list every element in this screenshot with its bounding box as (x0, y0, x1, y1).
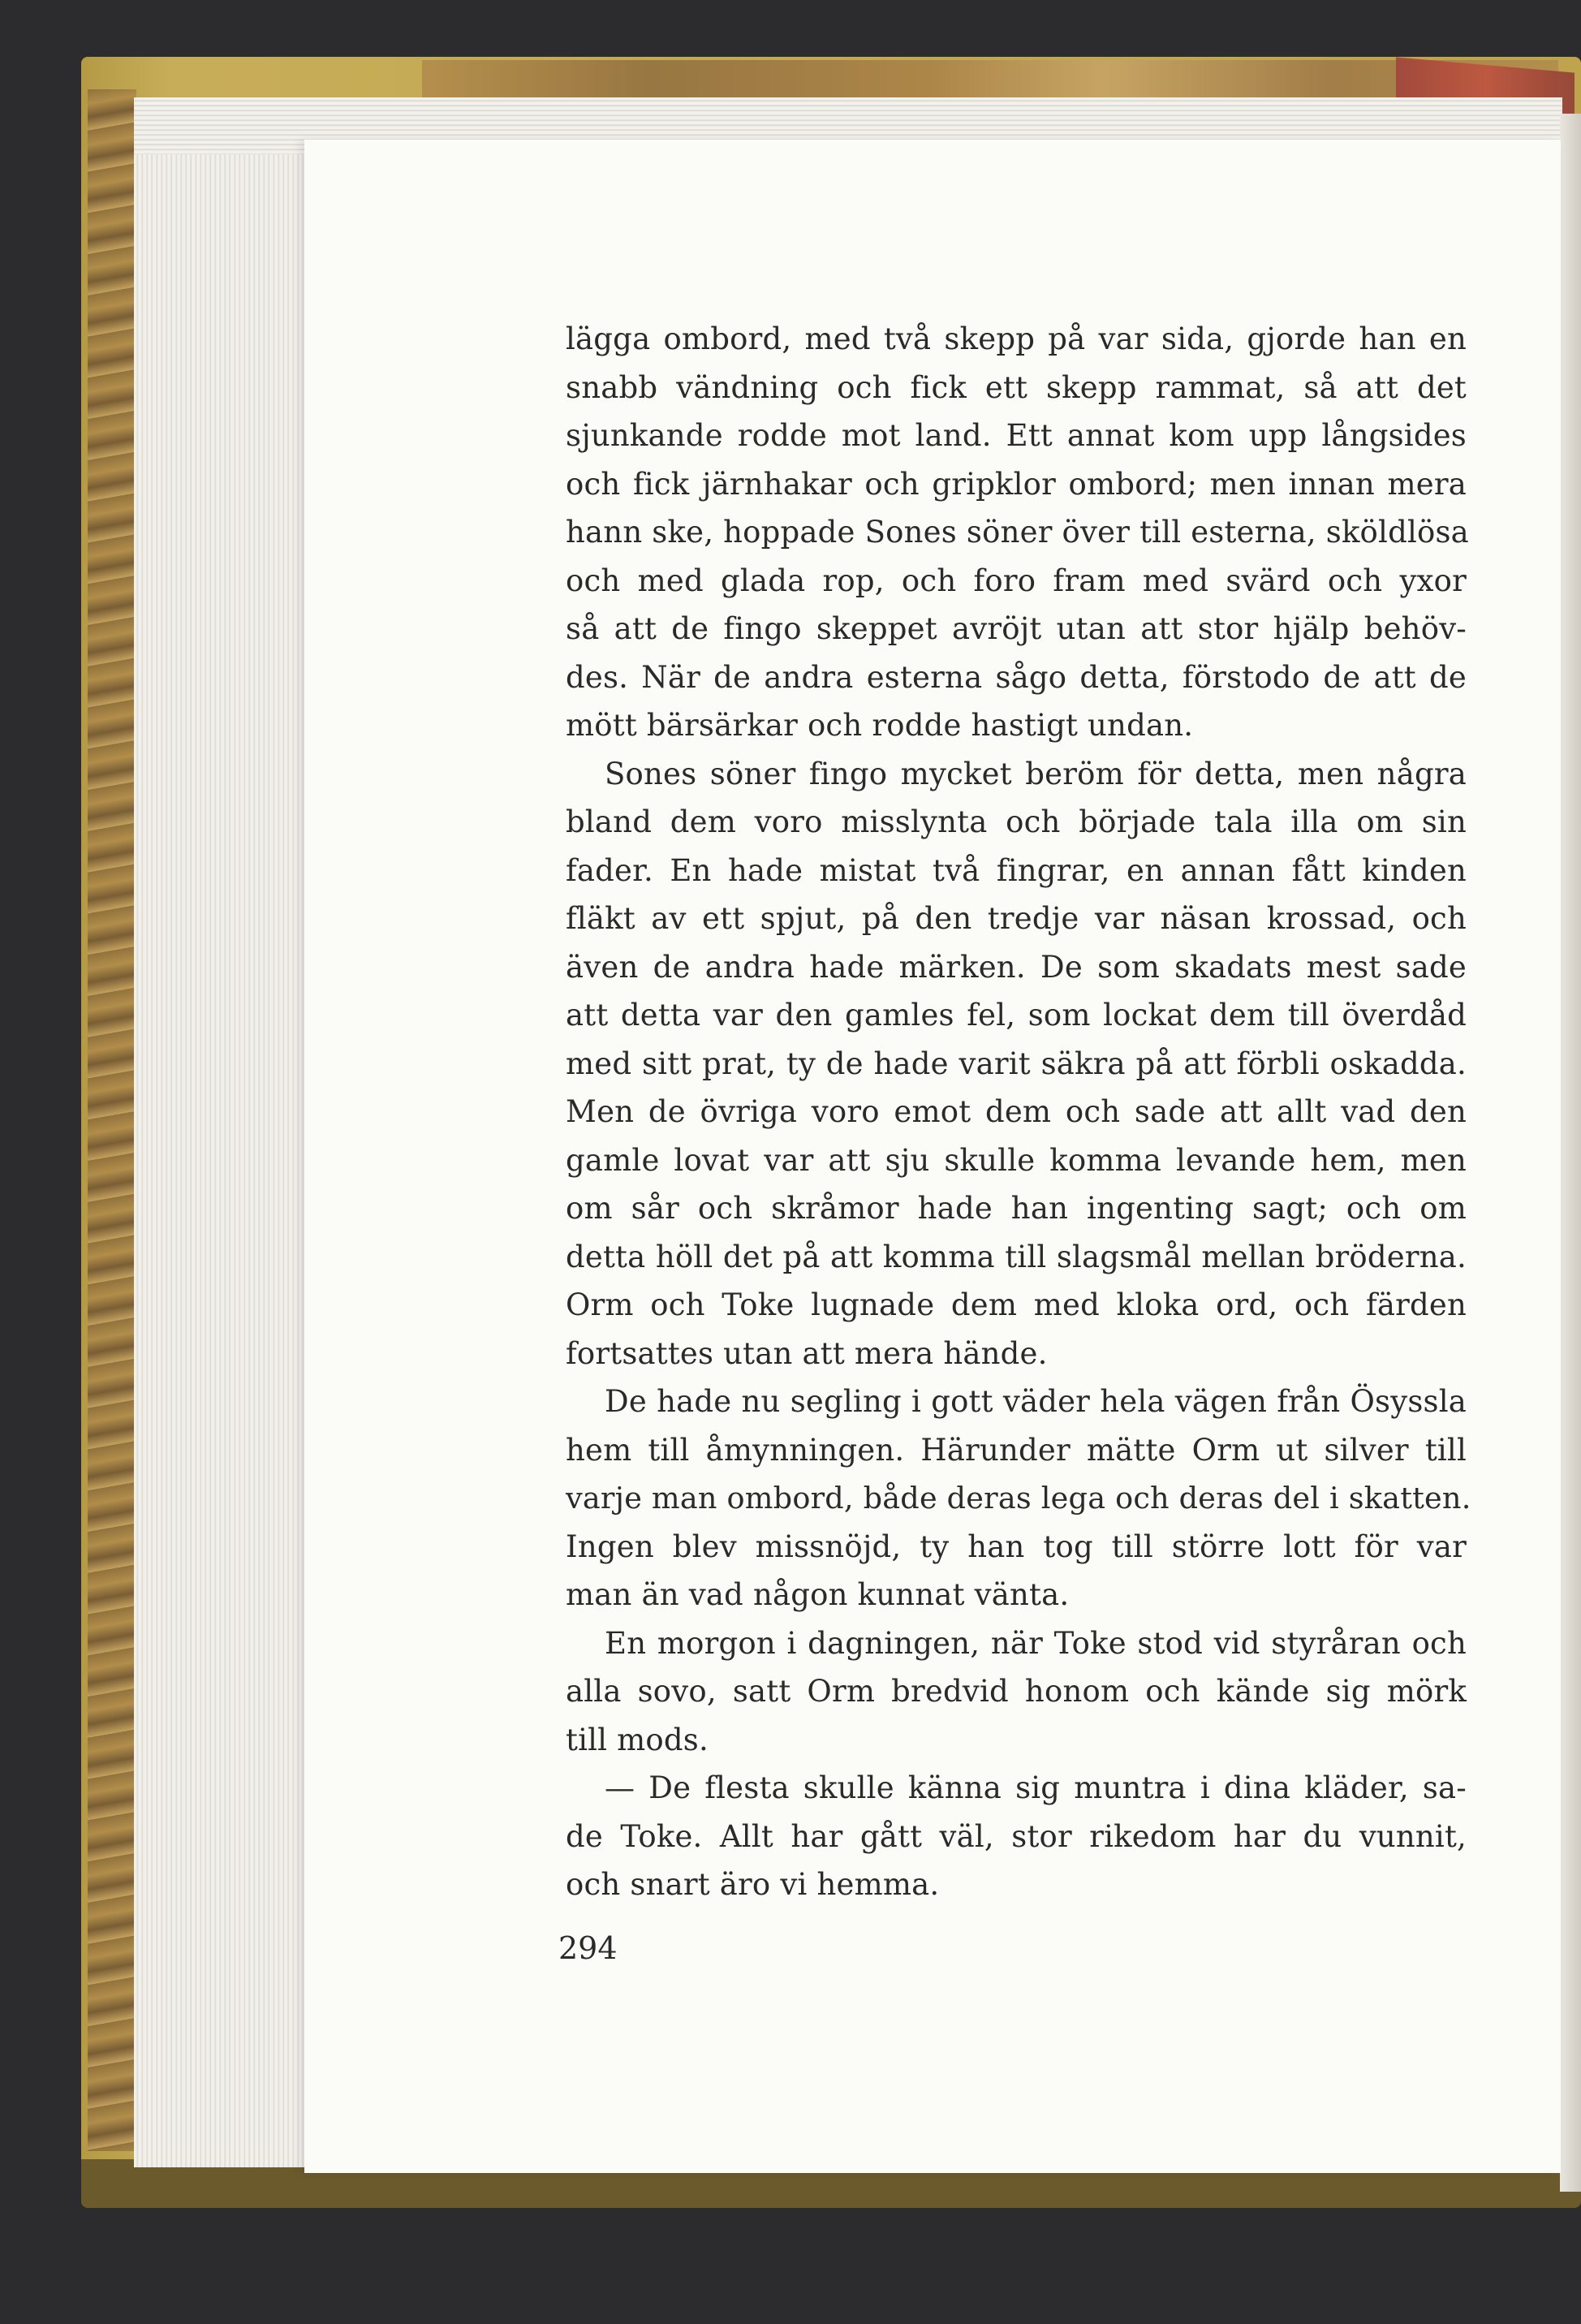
text-line: att detta var den gamles fel, som lockat dem till överdåd (566, 998, 1467, 1033)
text-line: hann ske, hoppade Sones söner över till esterna, sköldlösa (566, 515, 1469, 550)
text-line: de Toke. Allt har gått väl, stor rikedom har du vunnit, (566, 1818, 1467, 1854)
text-line: bland dem voro misslynta och började tala illa om sin (566, 804, 1467, 839)
text-line: De hade nu segling i gott väder hela vägen från Ösyssla (605, 1384, 1467, 1419)
text-line: alla sovo, satt Orm bredvid honom och kände sig mörk (566, 1674, 1467, 1709)
page-edges-left (134, 97, 329, 2167)
text-line: snabb vändning och fick ett skepp rammat, så att det (566, 369, 1467, 405)
text-line: lägga ombord, med två skepp på var sida, gjorde han en (566, 321, 1467, 356)
page-body-text (566, 315, 1471, 1909)
page-edge-right (1560, 114, 1581, 2192)
text-line: Men de övriga voro emot dem och sade att allt vad den (566, 1094, 1467, 1129)
text-line: gamle lovat var att sju skulle komma levande hem, men (566, 1142, 1467, 1178)
text-line: Orm och Toke lugnade dem med kloka ord, och färden (566, 1287, 1467, 1322)
text-line: des. När de andra esterna sågo detta, förstodo de att de (566, 659, 1467, 695)
text-line: och med glada rop, och foro fram med svärd och yxor (566, 563, 1467, 598)
text-line: fortsattes utan att mera hände. (566, 1335, 1048, 1371)
text-line: till mods. (566, 1722, 709, 1757)
text-line: så att de fingo skeppet avröjt utan att stor hjälp behöv- (566, 611, 1467, 646)
text-line: Sones söner fingo mycket beröm för detta, men några (605, 756, 1467, 791)
text-line: och snart äro vi hemma. (566, 1867, 940, 1902)
text-line: En morgon i dagningen, när Toke stod vid styråran och (605, 1625, 1467, 1661)
text-line: man än vad någon kunnat vänta. (566, 1577, 1070, 1612)
text-line: hem till åmynningen. Härunder mätte Orm ut silver till (566, 1432, 1467, 1468)
text-line: — De flesta skulle känna sig muntra i dina kläder, sa- (605, 1770, 1467, 1805)
text-line: om sår och skråmor hade han ingenting sagt; och om (566, 1191, 1467, 1226)
marbled-edge-left (88, 89, 136, 2151)
text-line: fläkt av ett spjut, på den tredje var näsan krossad, och (566, 901, 1467, 936)
page-number: 294 (558, 1930, 618, 1966)
text-line: detta höll det på att komma till slagsmål mellan bröderna. (566, 1239, 1467, 1274)
text-line: sjunkande rodde mot land. Ett annat kom upp långsides (566, 418, 1467, 453)
text-line: även de andra hade märken. De som skadats mest sade (566, 949, 1467, 985)
text-line: Ingen blev missnöjd, ty han tog till större lott för var (566, 1528, 1467, 1564)
text-line: fader. En hade mistat två fingrar, en annan fått kinden (566, 852, 1467, 888)
text-line: med sitt prat, ty de hade varit säkra på att förbli oskadda. (566, 1046, 1467, 1081)
text-line: och fick järnhakar och gripklor ombord; men innan mera (566, 466, 1467, 502)
text-line: mött bärsärkar och rodde hastigt undan. (566, 708, 1194, 743)
text-line: varje man ombord, både deras lega och deras del i skatten. (566, 1481, 1471, 1516)
